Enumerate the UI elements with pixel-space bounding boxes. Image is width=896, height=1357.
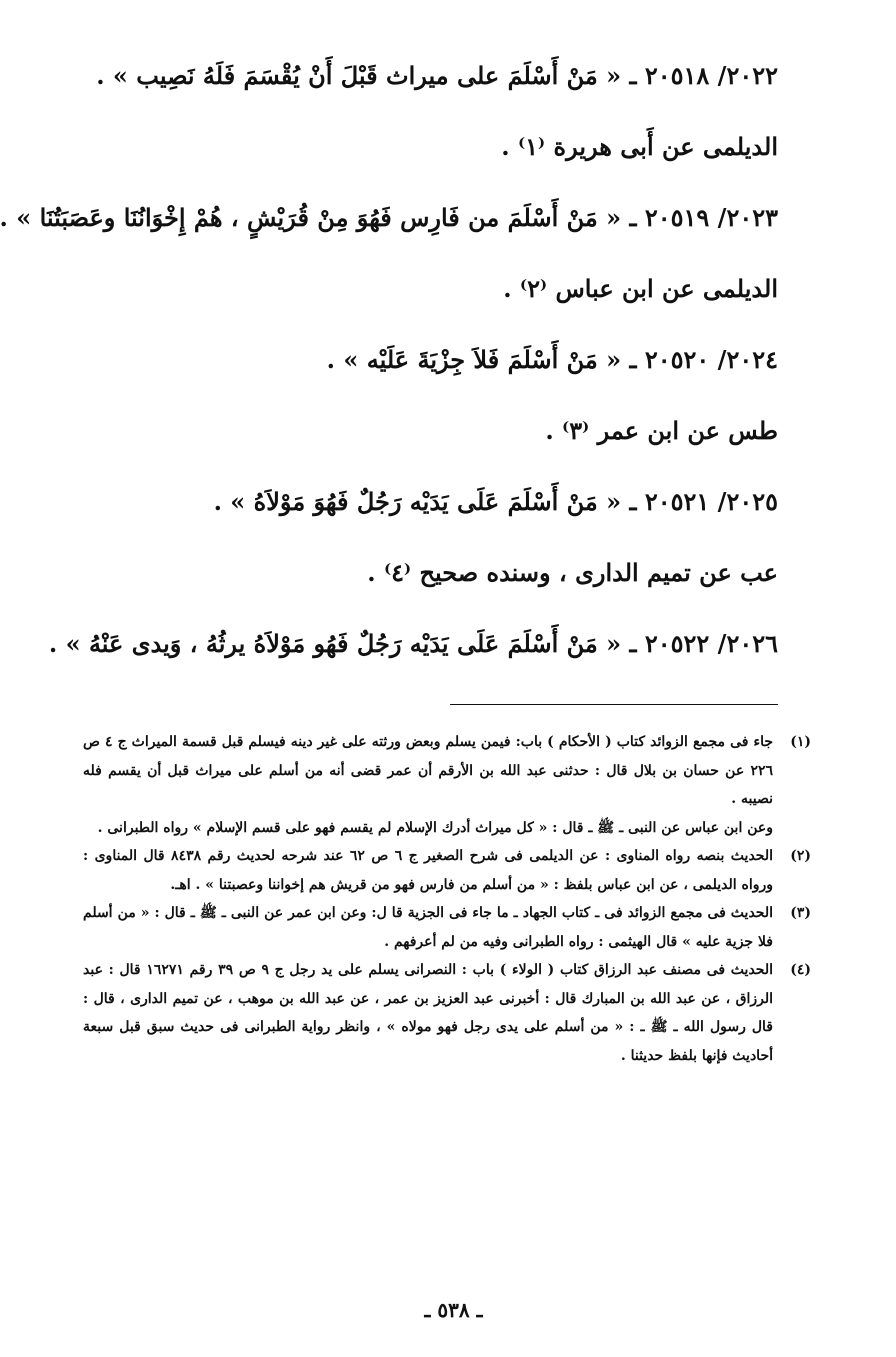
- hadith-entry: ٢٠٢٣/ ٢٠٥١٩ ـ « مَنْ أَسْلَمَ من فَارِس فَهُوَ مِنْ قُرَيْشٍ ، هُمْ إِخْوَانُنَا وعَصَبَتُنَا » .: [0, 203, 778, 232]
- footnote-1: [83, 728, 811, 842]
- footnote-number: (٣): [790, 905, 811, 921]
- footnote-divider: [450, 704, 778, 705]
- footnote-4: [83, 956, 811, 1070]
- footnote-text: وعن ابن عباس عن النبى ـ ﷺ ـ قال : « كل ميراث أدرك الإسلام لم يقسم فهو على قسم الإسلام » رواه الطبرانى .: [97, 819, 773, 836]
- footnote-body: [83, 956, 773, 1070]
- footnote-number: (٢): [790, 848, 811, 864]
- hadith-section: [0, 58, 778, 697]
- footnote-number: (٤): [790, 962, 811, 978]
- hadith-entry: ٢٠٢٤/ ٢٠٥٢٠ ـ « مَنْ أَسْلَمَ فَلاَ جِزْيَةَ عَلَيْه » .: [326, 345, 778, 374]
- hadith-entry: ٢٠٢٢/ ٢٠٥١٨ ـ « مَنْ أَسْلَمَ على ميراث قَبْلَ أَنْ يُقْسَمَ فَلَهُ نَصِيب » .: [96, 61, 778, 90]
- footnotes-section: [83, 728, 811, 1070]
- footnote-text: الحديث فى مجمع الزوائد فى ـ كتاب الجهاد ـ ما جاء فى الجزية قا ل: وعن ابن عمر عن النبى ـ ﷺ ـ قال : « من أسلم فلا جزية عليه » قال الهيثمى : رواه الطبرانى وفيه من لم أعرفهم .: [83, 905, 773, 950]
- hadith-entry: ٢٠٢٦/ ٢٠٥٢٢ ـ « مَنْ أَسْلَمَ عَلَى يَدَيْه رَجُلٌ فَهُو مَوْلاَهُ يرثُهُ ، وَيدى عَنْهُ » .: [48, 629, 778, 658]
- footnote-text: الحديث بنصه رواه المناوى : عن الديلمى فى شرح الصغير ج ٦ ص ٦٢ عند شرحه لحديث رقم ٨٤٣٨ قال المناوى : ورواه الديلمى ، عن ابن عباس بلفظ : « من أسلم من فارس فهو من قريش هم إخواننا وعصبتنا » . اهـ.: [83, 848, 773, 893]
- footnote-number: (١): [790, 734, 811, 750]
- footnote-text: الحديث فى مصنف عبد الرزاق كتاب ( الولاء ) باب : النصرانى يسلم على يد رجل ج ٩ ص ٣٩ رقم ١٦٢٧١ قال : عبد الرزاق ، عن عبد الله بن المبارك قال : أخبرنى عبد العزيز بن عمر ، عن عبد الله بن موهب ، عن تميم الدارى ، قال : قال رسول الله ـ ﷺ ـ : « من أسلم على يدى رجل فهو مولاه » ، وانظر رواية الطبرانى فى حديث سبق قبل سبعة أحاديث فإنها بلفظ حديثنا .: [83, 962, 773, 1064]
- hadith-source: عب عن تميم الدارى ، وسنده صحيح ⁽٤⁾ .: [367, 558, 778, 587]
- footnote-3: [83, 899, 811, 956]
- footnote-body: [83, 842, 773, 899]
- hadith-source: الديلمى عن ابن عباس ⁽٢⁾ .: [503, 274, 778, 303]
- footnote-2: [83, 842, 811, 899]
- hadith-source: الديلمى عن أَبى هريرة ⁽١⁾ .: [501, 132, 778, 161]
- footnote-text: جاء فى مجمع الزوائد كتاب ( الأحكام ) باب: فيمن يسلم وبعض ورثته على غير دينه فيسلم قبل قسمة الميراث ج ٤ ص ٢٢٦ عن حسان بن بلال قال : حدثنى عبد الله بن الأرقم أن عمر قضى أنه من أسلم على ميراث قبل أن يقسم فله نصيبه .: [83, 734, 773, 807]
- hadith-entry: ٢٠٢٥/ ٢٠٥٢١ ـ « مَنْ أَسْلَمَ عَلَى يَدَيْه رَجُلٌ فَهُوَ مَوْلاَهُ » .: [213, 487, 778, 516]
- footnote-body: [83, 728, 773, 842]
- footnote-body: [83, 899, 773, 956]
- page-number: ـ ٥٣٨ ـ: [424, 1298, 483, 1322]
- hadith-source: طس عن ابن عمر ⁽٣⁾ .: [545, 416, 778, 445]
